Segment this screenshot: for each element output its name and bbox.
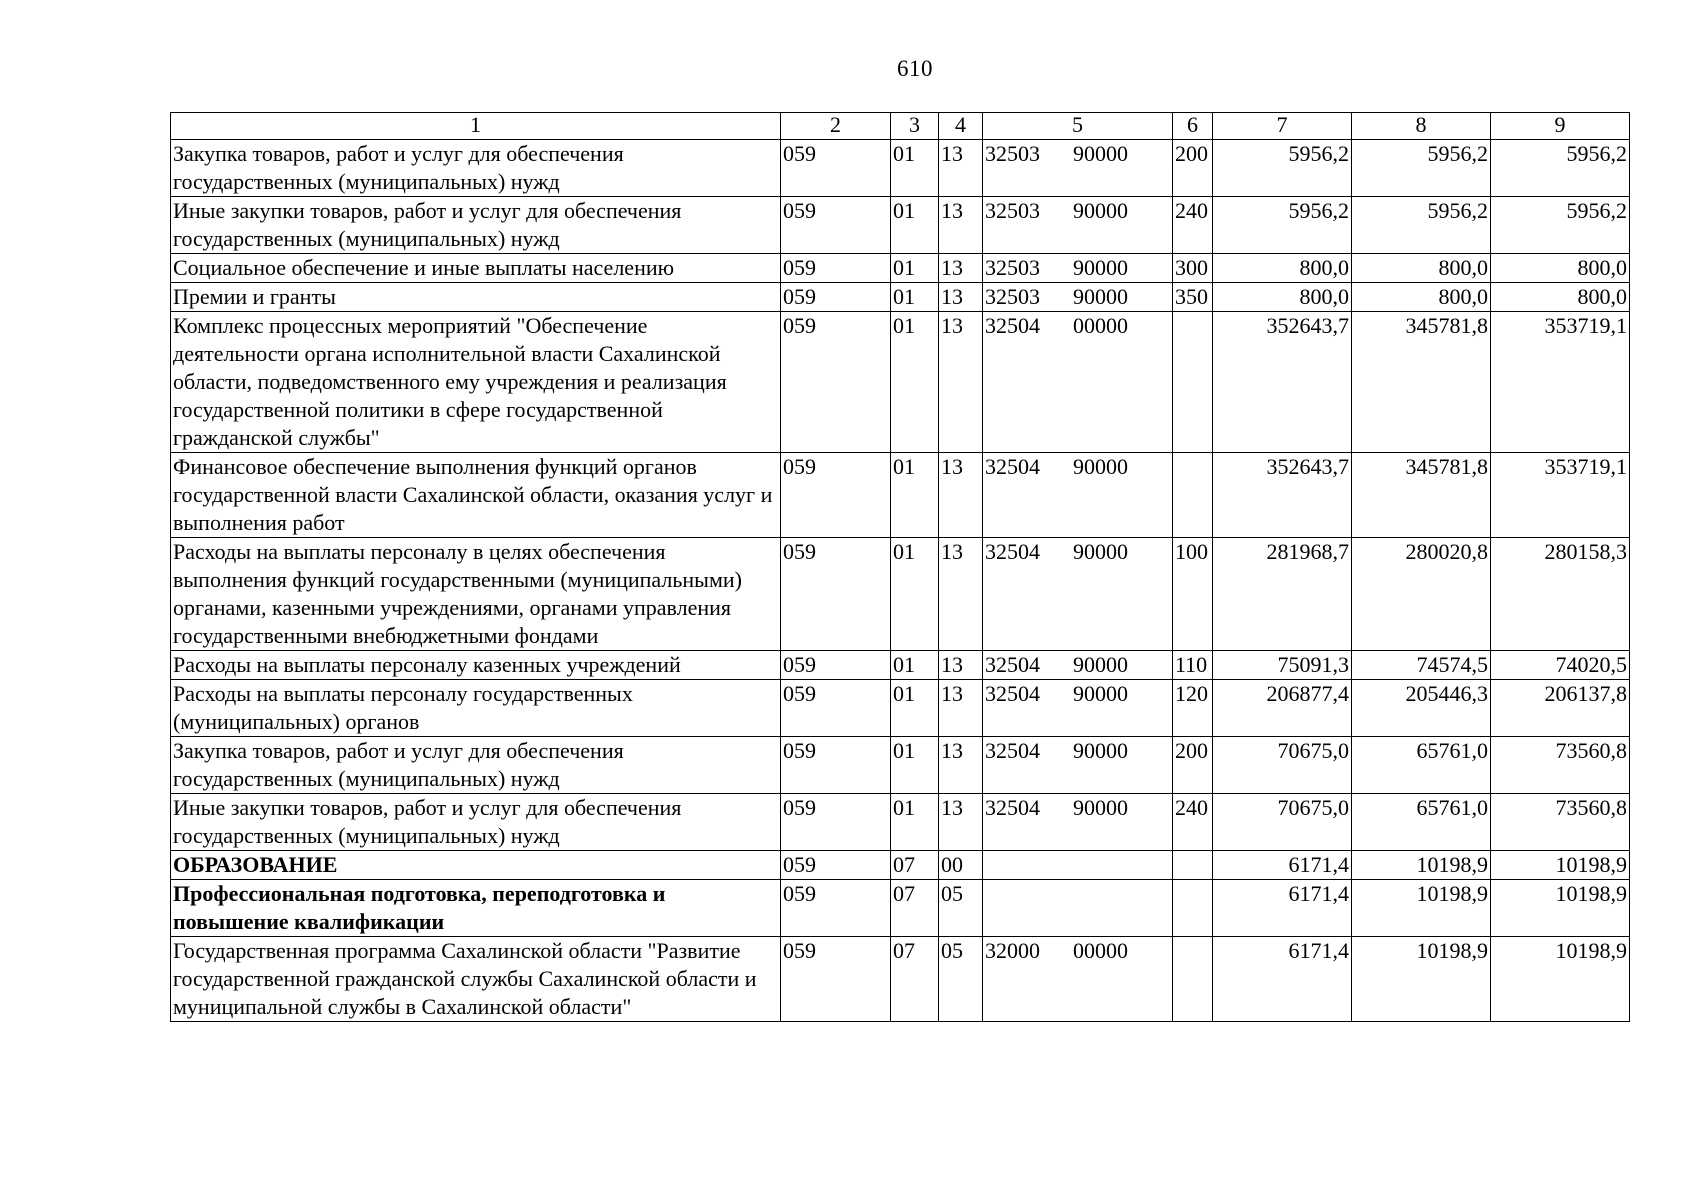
expense-type-cell xyxy=(1173,453,1213,538)
column-number-header xyxy=(171,113,1630,140)
target-article-part1: 32503 xyxy=(985,141,1040,166)
expense-name-cell: Иные закупки товаров, работ и услуг для обеспечения государственных (муниципальных) нужд xyxy=(171,197,781,254)
amount-year3-cell: 10198,9 xyxy=(1491,880,1630,937)
expense-name-cell: ОБРАЗОВАНИЕ xyxy=(171,851,781,880)
subsection-code-cell: 13 xyxy=(939,140,983,197)
target-article-part1: 32504 xyxy=(985,539,1040,564)
table-row xyxy=(171,651,1630,680)
amount-year3-cell: 74020,5 xyxy=(1491,651,1630,680)
amount-year1-cell: 206877,4 xyxy=(1213,680,1352,737)
amount-year3-cell: 73560,8 xyxy=(1491,794,1630,851)
target-article-cell xyxy=(983,651,1173,680)
expense-name-cell: Финансовое обеспечение выполнения функций органов государственной власти Сахалинской области, оказания услуг и выполнения работ xyxy=(171,453,781,538)
target-article-part1: 32504 xyxy=(985,652,1040,677)
table-row xyxy=(171,140,1630,197)
target-article-cell xyxy=(983,254,1173,283)
expense-type-cell: 120 xyxy=(1173,680,1213,737)
table-row xyxy=(171,880,1630,937)
header-cell: 7 xyxy=(1213,113,1352,140)
table-body xyxy=(171,140,1630,1022)
expense-name-cell: Комплекс процессных мероприятий "Обеспечение деятельности органа исполнительной власти Сахалинской области, подведомственного ему учреждения и реализация государственной политики в сфере государственной гражданской службы" xyxy=(171,312,781,453)
amount-year3-cell: 73560,8 xyxy=(1491,737,1630,794)
target-article-part2: 90000 xyxy=(1073,539,1128,564)
expense-type-cell xyxy=(1173,880,1213,937)
expense-type-cell: 300 xyxy=(1173,254,1213,283)
target-article-part1: 32504 xyxy=(985,738,1040,763)
section-code-cell: 07 xyxy=(891,851,939,880)
header-cell: 5 xyxy=(983,113,1173,140)
amount-year1-cell: 6171,4 xyxy=(1213,880,1352,937)
page-number: 610 xyxy=(897,56,933,81)
expense-type-cell: 350 xyxy=(1173,283,1213,312)
target-article-cell xyxy=(983,283,1173,312)
target-article-part2: 90000 xyxy=(1073,795,1128,820)
section-code-cell: 01 xyxy=(891,254,939,283)
header-cell: 6 xyxy=(1173,113,1213,140)
table-row xyxy=(171,737,1630,794)
amount-year1-cell: 5956,2 xyxy=(1213,140,1352,197)
subsection-code-cell: 13 xyxy=(939,254,983,283)
subsection-code-cell: 13 xyxy=(939,680,983,737)
expense-name-cell: Государственная программа Сахалинской области "Развитие государственной гражданской службы Сахалинской области и муниципальной службы в Сахалинской области" xyxy=(171,937,781,1022)
expense-name-cell: Социальное обеспечение и иные выплаты населению xyxy=(171,254,781,283)
expense-name-cell: Профессиональная подготовка, переподготовка и повышение квалификации xyxy=(171,880,781,937)
subsection-code-cell: 13 xyxy=(939,651,983,680)
target-article-part1: 32000 xyxy=(985,938,1040,963)
target-article-cell xyxy=(983,197,1173,254)
target-article-cell xyxy=(983,312,1173,453)
amount-year1-cell: 70675,0 xyxy=(1213,737,1352,794)
amount-year2-cell: 10198,9 xyxy=(1352,880,1491,937)
section-code-cell: 01 xyxy=(891,794,939,851)
amount-year1-cell: 281968,7 xyxy=(1213,538,1352,651)
expense-name-cell: Закупка товаров, работ и услуг для обеспечения государственных (муниципальных) нужд xyxy=(171,140,781,197)
target-article-cell xyxy=(983,937,1173,1022)
ministry-code-cell: 059 xyxy=(781,254,891,283)
target-article-cell xyxy=(983,737,1173,794)
amount-year2-cell: 10198,9 xyxy=(1352,937,1491,1022)
section-code-cell: 01 xyxy=(891,197,939,254)
target-article-part1: 32503 xyxy=(985,198,1040,223)
table-row xyxy=(171,197,1630,254)
target-article-part2: 90000 xyxy=(1073,652,1128,677)
section-code-cell: 07 xyxy=(891,937,939,1022)
amount-year2-cell: 800,0 xyxy=(1352,254,1491,283)
subsection-code-cell: 13 xyxy=(939,453,983,538)
table-row xyxy=(171,538,1630,651)
target-article-part1: 32504 xyxy=(985,313,1040,338)
expense-name-cell: Премии и гранты xyxy=(171,283,781,312)
amount-year1-cell: 6171,4 xyxy=(1213,937,1352,1022)
expense-name-cell: Иные закупки товаров, работ и услуг для обеспечения государственных (муниципальных) нужд xyxy=(171,794,781,851)
section-code-cell: 01 xyxy=(891,680,939,737)
expense-name-cell: Закупка товаров, работ и услуг для обеспечения государственных (муниципальных) нужд xyxy=(171,737,781,794)
amount-year3-cell: 206137,8 xyxy=(1491,680,1630,737)
amount-year1-cell: 75091,3 xyxy=(1213,651,1352,680)
ministry-code-cell: 059 xyxy=(781,197,891,254)
amount-year1-cell: 6171,4 xyxy=(1213,851,1352,880)
target-article-cell xyxy=(983,140,1173,197)
amount-year1-cell: 800,0 xyxy=(1213,254,1352,283)
amount-year3-cell: 10198,9 xyxy=(1491,937,1630,1022)
amount-year3-cell: 5956,2 xyxy=(1491,197,1630,254)
ministry-code-cell: 059 xyxy=(781,538,891,651)
amount-year3-cell: 353719,1 xyxy=(1491,312,1630,453)
subsection-code-cell: 05 xyxy=(939,937,983,1022)
amount-year2-cell: 345781,8 xyxy=(1352,453,1491,538)
expense-type-cell: 110 xyxy=(1173,651,1213,680)
target-article-part2: 00000 xyxy=(1073,313,1128,338)
subsection-code-cell: 13 xyxy=(939,737,983,794)
amount-year3-cell: 10198,9 xyxy=(1491,851,1630,880)
section-code-cell: 01 xyxy=(891,312,939,453)
target-article-part2: 90000 xyxy=(1073,284,1128,309)
expense-type-cell xyxy=(1173,312,1213,453)
amount-year1-cell: 70675,0 xyxy=(1213,794,1352,851)
table-row xyxy=(171,312,1630,453)
amount-year2-cell: 345781,8 xyxy=(1352,312,1491,453)
ministry-code-cell: 059 xyxy=(781,851,891,880)
table-row xyxy=(171,254,1630,283)
header-cell: 2 xyxy=(781,113,891,140)
amount-year3-cell: 800,0 xyxy=(1491,254,1630,283)
amount-year2-cell: 5956,2 xyxy=(1352,140,1491,197)
subsection-code-cell: 13 xyxy=(939,794,983,851)
amount-year3-cell: 280158,3 xyxy=(1491,538,1630,651)
ministry-code-cell: 059 xyxy=(781,794,891,851)
target-article-part2: 00000 xyxy=(1073,938,1128,963)
ministry-code-cell: 059 xyxy=(781,140,891,197)
section-code-cell: 01 xyxy=(891,737,939,794)
table-row xyxy=(171,680,1630,737)
ministry-code-cell: 059 xyxy=(781,680,891,737)
section-code-cell: 01 xyxy=(891,651,939,680)
target-article-cell xyxy=(983,851,1173,880)
expense-name-cell: Расходы на выплаты персоналу в целях обеспечения выполнения функций государственными (муниципальными) органами, казенными учреждениями, органами управления государственными внебюджетными фондами xyxy=(171,538,781,651)
amount-year1-cell: 800,0 xyxy=(1213,283,1352,312)
expense-type-cell: 200 xyxy=(1173,737,1213,794)
section-code-cell: 01 xyxy=(891,140,939,197)
ministry-code-cell: 059 xyxy=(781,937,891,1022)
header-cell: 8 xyxy=(1352,113,1491,140)
table-row xyxy=(171,937,1630,1022)
header-cell: 3 xyxy=(891,113,939,140)
section-code-cell: 01 xyxy=(891,538,939,651)
amount-year2-cell: 10198,9 xyxy=(1352,851,1491,880)
target-article-part2: 90000 xyxy=(1073,738,1128,763)
target-article-part1: 32504 xyxy=(985,795,1040,820)
target-article-part2: 90000 xyxy=(1073,141,1128,166)
header-cell: 4 xyxy=(939,113,983,140)
amount-year3-cell: 5956,2 xyxy=(1491,140,1630,197)
amount-year1-cell: 5956,2 xyxy=(1213,197,1352,254)
expense-type-cell: 100 xyxy=(1173,538,1213,651)
amount-year2-cell: 280020,8 xyxy=(1352,538,1491,651)
expense-type-cell xyxy=(1173,937,1213,1022)
expense-name-cell: Расходы на выплаты персоналу государственных (муниципальных) органов xyxy=(171,680,781,737)
amount-year2-cell: 5956,2 xyxy=(1352,197,1491,254)
expense-type-cell xyxy=(1173,851,1213,880)
target-article-cell xyxy=(983,880,1173,937)
table-row xyxy=(171,794,1630,851)
table-row xyxy=(171,453,1630,538)
target-article-cell xyxy=(983,794,1173,851)
amount-year2-cell: 205446,3 xyxy=(1352,680,1491,737)
target-article-part2: 90000 xyxy=(1073,255,1128,280)
expense-type-cell: 200 xyxy=(1173,140,1213,197)
section-code-cell: 01 xyxy=(891,283,939,312)
expense-name-cell: Расходы на выплаты персоналу казенных учреждений xyxy=(171,651,781,680)
ministry-code-cell: 059 xyxy=(781,312,891,453)
table-row xyxy=(171,851,1630,880)
ministry-code-cell: 059 xyxy=(781,737,891,794)
amount-year2-cell: 65761,0 xyxy=(1352,794,1491,851)
amount-year2-cell: 65761,0 xyxy=(1352,737,1491,794)
target-article-cell xyxy=(983,680,1173,737)
target-article-part1: 32503 xyxy=(985,255,1040,280)
ministry-code-cell: 059 xyxy=(781,651,891,680)
section-code-cell: 01 xyxy=(891,453,939,538)
subsection-code-cell: 13 xyxy=(939,283,983,312)
subsection-code-cell: 13 xyxy=(939,197,983,254)
target-article-part2: 90000 xyxy=(1073,198,1128,223)
target-article-part1: 32503 xyxy=(985,284,1040,309)
target-article-part1: 32504 xyxy=(985,681,1040,706)
subsection-code-cell: 05 xyxy=(939,880,983,937)
expense-type-cell: 240 xyxy=(1173,197,1213,254)
amount-year3-cell: 353719,1 xyxy=(1491,453,1630,538)
target-article-part2: 90000 xyxy=(1073,681,1128,706)
amount-year1-cell: 352643,7 xyxy=(1213,453,1352,538)
amount-year2-cell: 74574,5 xyxy=(1352,651,1491,680)
target-article-part1: 32504 xyxy=(985,454,1040,479)
ministry-code-cell: 059 xyxy=(781,283,891,312)
budget-table xyxy=(170,112,1630,1022)
target-article-cell xyxy=(983,453,1173,538)
header-cell: 9 xyxy=(1491,113,1630,140)
section-code-cell: 07 xyxy=(891,880,939,937)
target-article-part2: 90000 xyxy=(1073,454,1128,479)
ministry-code-cell: 059 xyxy=(781,880,891,937)
amount-year1-cell: 352643,7 xyxy=(1213,312,1352,453)
amount-year2-cell: 800,0 xyxy=(1352,283,1491,312)
subsection-code-cell: 13 xyxy=(939,538,983,651)
ministry-code-cell: 059 xyxy=(781,453,891,538)
subsection-code-cell: 00 xyxy=(939,851,983,880)
target-article-cell xyxy=(983,538,1173,651)
subsection-code-cell: 13 xyxy=(939,312,983,453)
header-cell: 1 xyxy=(171,113,781,140)
expense-type-cell: 240 xyxy=(1173,794,1213,851)
table-row xyxy=(171,283,1630,312)
amount-year3-cell: 800,0 xyxy=(1491,283,1630,312)
